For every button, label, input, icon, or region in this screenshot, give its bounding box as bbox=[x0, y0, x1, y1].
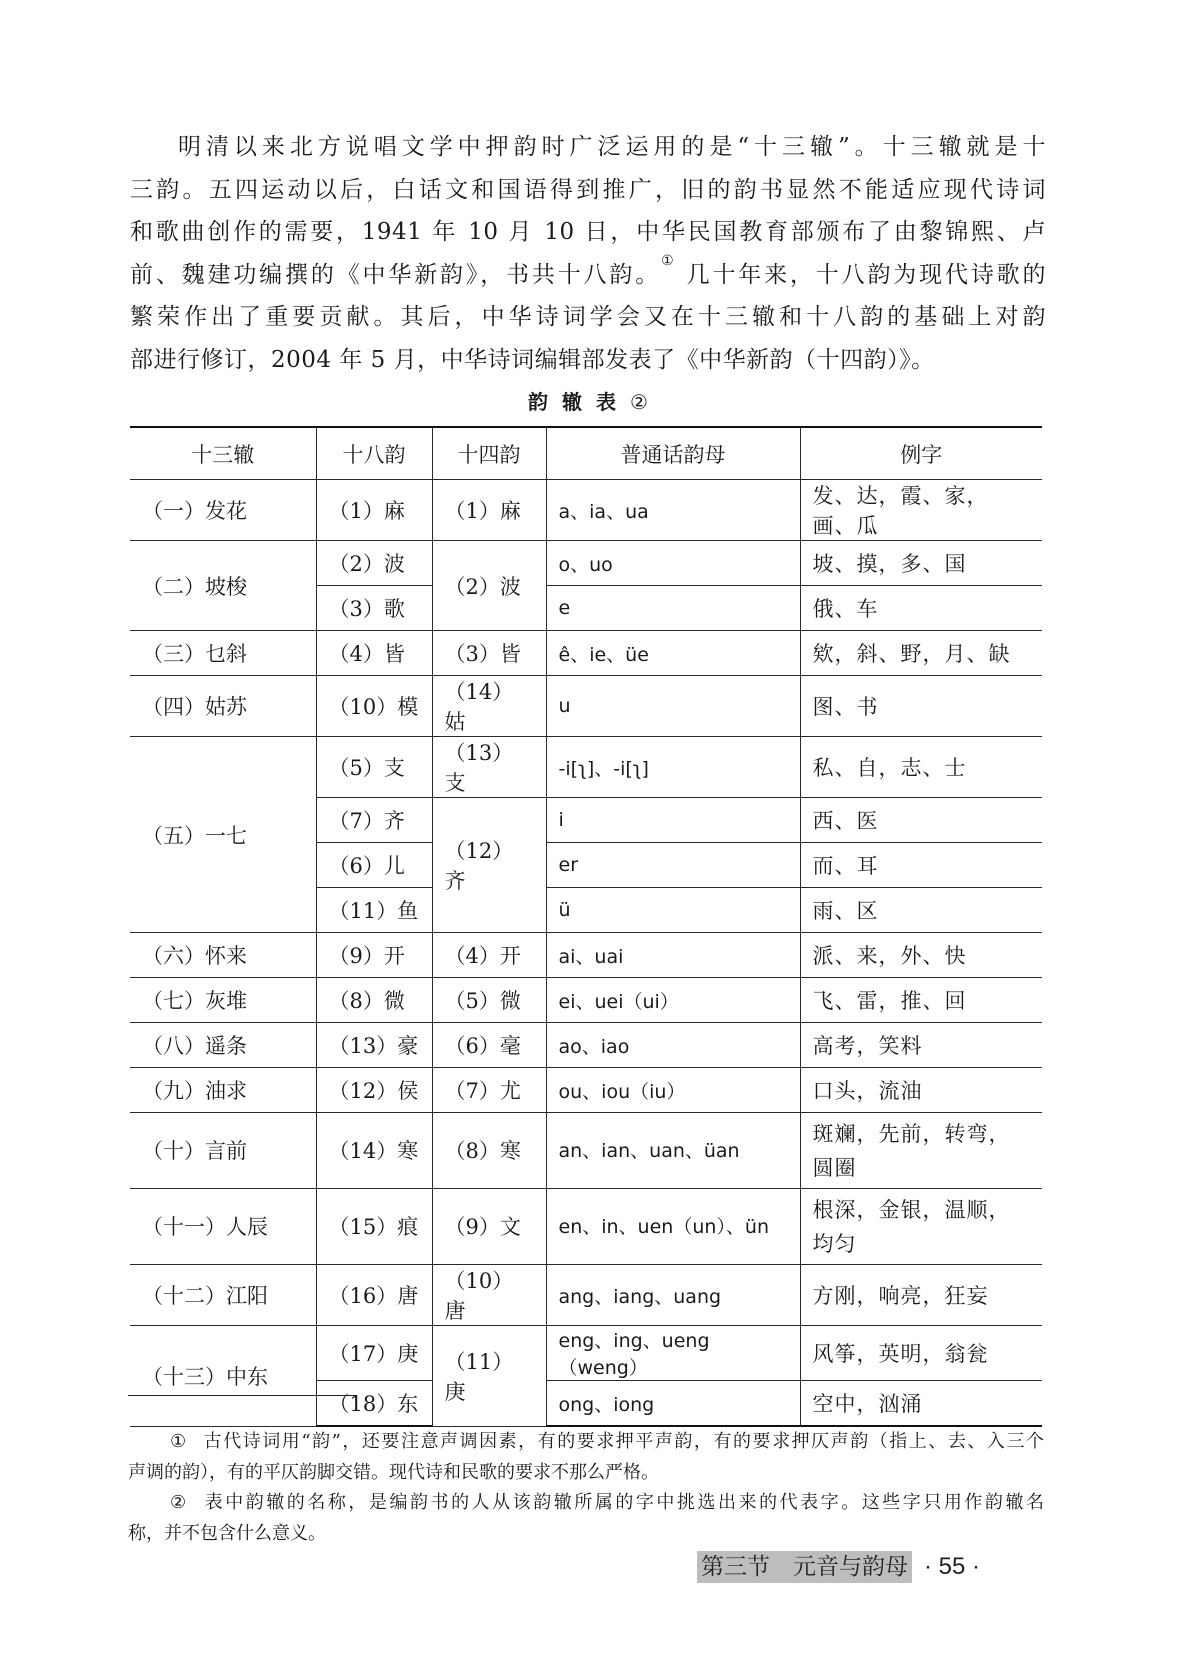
footnote-ref-1[interactable]: ① bbox=[661, 252, 677, 269]
table-caption bbox=[0, 386, 1176, 415]
cell-example-chars: 欸，斜、野，月、缺 bbox=[800, 631, 1042, 676]
cell-shiba-yun: （1）麻 bbox=[316, 480, 432, 541]
body-line-with-footnote bbox=[130, 254, 1046, 297]
footnote-divider bbox=[128, 1395, 357, 1396]
cell-shisan-zhe: （一）发花 bbox=[130, 480, 316, 541]
page-footer bbox=[697, 1550, 980, 1584]
cell-shiba-yun: （9）开 bbox=[316, 933, 432, 978]
cell-shisi-yun: （14）姑 bbox=[432, 676, 546, 737]
cell-shiba-yun: （5）支 bbox=[316, 737, 432, 798]
table-row bbox=[130, 1189, 1042, 1265]
table-row bbox=[130, 541, 1042, 586]
table-header-row bbox=[130, 427, 1042, 480]
cell-shisi-yun: （2）波 bbox=[432, 541, 546, 631]
column-header: 十四韵 bbox=[432, 427, 546, 480]
cell-example-chars: 雨、区 bbox=[800, 888, 1042, 933]
cell-example-chars: 私、自，志、士 bbox=[800, 737, 1042, 798]
body-paragraph bbox=[130, 126, 1046, 381]
table-row bbox=[130, 1068, 1042, 1113]
cell-shiba-yun: （11）鱼 bbox=[316, 888, 432, 933]
cell-example-chars: 根深，金银，温顺，均匀 bbox=[800, 1189, 1042, 1265]
cell-yunmu: a、ia、ua bbox=[546, 480, 800, 541]
cell-shisi-yun: （5）微 bbox=[432, 978, 546, 1023]
cell-shisan-zhe: （七）灰堆 bbox=[130, 978, 316, 1023]
cell-shisan-zhe: （三）乜斜 bbox=[130, 631, 316, 676]
rhyme-table bbox=[130, 426, 1042, 1427]
cell-shisan-zhe: （十一）人辰 bbox=[130, 1189, 316, 1265]
cell-shiba-yun: （16）唐 bbox=[316, 1265, 432, 1326]
cell-example-chars: 图、书 bbox=[800, 676, 1042, 737]
cell-shisi-yun: （6）毫 bbox=[432, 1023, 546, 1068]
cell-shisi-yun: （1）麻 bbox=[432, 480, 546, 541]
cell-shisi-yun: （8）寒 bbox=[432, 1113, 546, 1189]
footnote-2-line bbox=[128, 1488, 1044, 1519]
footnote-1-text: 古代诗词用“韵”，还要注意声调因素，有的要求押平声韵，有的要求押仄声韵（指上、去、入三个 bbox=[203, 1431, 1044, 1452]
footnote-1-line bbox=[128, 1427, 1044, 1458]
cell-example-chars: 风筝，英明，翁瓮 bbox=[800, 1326, 1042, 1381]
cell-yunmu: ê、ie、üe bbox=[546, 631, 800, 676]
cell-shisan-zhe: （十三）中东 bbox=[130, 1326, 316, 1427]
column-header: 普通话韵母 bbox=[546, 427, 800, 480]
cell-yunmu: eng、ing、ueng（weng） bbox=[546, 1326, 800, 1381]
table-row bbox=[130, 1113, 1042, 1189]
cell-example-chars: 发、达，霞、家，画、瓜 bbox=[800, 480, 1042, 541]
footnote-2-line: 称，并不包含什么意义。 bbox=[128, 1522, 326, 1544]
cell-example-chars: 高考，笑料 bbox=[800, 1023, 1042, 1068]
footnote-2-mark: ② bbox=[170, 1492, 189, 1513]
cell-yunmu: ei、uei（ui） bbox=[546, 978, 800, 1023]
cell-example-chars: 空中，汹涌 bbox=[800, 1381, 1042, 1427]
footnote-1-mark: ① bbox=[170, 1431, 188, 1452]
cell-yunmu: u bbox=[546, 676, 800, 737]
table-caption-text: 韵辙表 bbox=[528, 390, 631, 414]
body-line: 部进行修订，2004 年 5 月，中华诗词编辑部发表了《中华新韵（十四韵）》。 bbox=[130, 346, 935, 373]
cell-shisi-yun: （13）支 bbox=[432, 737, 546, 798]
cell-shiba-yun: （7）齐 bbox=[316, 798, 432, 843]
body-line: 三韵。五四运动以后，白话文和国语得到推广，旧的韵书显然不能适应现代诗词 bbox=[130, 176, 1046, 203]
table-row bbox=[130, 1023, 1042, 1068]
table-row bbox=[130, 631, 1042, 676]
cell-shiba-yun: （3）歌 bbox=[316, 586, 432, 631]
cell-shisan-zhe: （十二）江阳 bbox=[130, 1265, 316, 1326]
cell-yunmu: i bbox=[546, 798, 800, 843]
column-header: 十三辙 bbox=[130, 427, 316, 480]
body-line: 和歌曲创作的需要，1941 年 10 月 10 日，中华民国教育部颁布了由黎锦熙、卢 bbox=[130, 219, 1046, 245]
column-header: 十八韵 bbox=[316, 427, 432, 480]
body-line-tail: 几十年来，十八韵为现代诗歌的 bbox=[676, 261, 1046, 288]
cell-shisi-yun: （4）开 bbox=[432, 933, 546, 978]
cell-yunmu: ang、iang、uang bbox=[546, 1265, 800, 1326]
table-row bbox=[130, 480, 1042, 541]
cell-yunmu: e bbox=[546, 586, 800, 631]
table-row bbox=[130, 1265, 1042, 1326]
cell-yunmu: en、in、uen（un）、ün bbox=[546, 1189, 800, 1265]
cell-shisan-zhe: （六）怀来 bbox=[130, 933, 316, 978]
cell-yunmu: ai、uai bbox=[546, 933, 800, 978]
footnotes bbox=[128, 1427, 1044, 1549]
body-line-head: 前、魏建功编撰的《中华新韵》，书共十八韵。 bbox=[130, 261, 662, 288]
cell-shiba-yun: （15）痕 bbox=[316, 1189, 432, 1265]
cell-example-chars: 口头，流油 bbox=[800, 1068, 1042, 1113]
body-line: 明清以来北方说唱文学中押韵时广泛运用的是“十三辙”。十三辙就是十 bbox=[178, 134, 1046, 160]
cell-shiba-yun: （18）东 bbox=[316, 1381, 432, 1427]
cell-yunmu: ao、iao bbox=[546, 1023, 800, 1068]
cell-yunmu: an、ian、uan、üan bbox=[546, 1113, 800, 1189]
cell-shisan-zhe: （十）言前 bbox=[130, 1113, 316, 1189]
table-row bbox=[130, 676, 1042, 737]
cell-shisi-yun: （11）庚 bbox=[432, 1326, 546, 1427]
cell-yunmu: -i[ʅ]、-i[ʅ] bbox=[546, 737, 800, 798]
cell-example-chars: 西、医 bbox=[800, 798, 1042, 843]
cell-example-chars: 派、来，外、快 bbox=[800, 933, 1042, 978]
cell-shiba-yun: （8）微 bbox=[316, 978, 432, 1023]
cell-yunmu: ou、iou（iu） bbox=[546, 1068, 800, 1113]
page-number: · 55 · bbox=[924, 1553, 981, 1580]
table-body bbox=[130, 480, 1042, 1427]
cell-shiba-yun: （4）皆 bbox=[316, 631, 432, 676]
cell-shisi-yun: （9）文 bbox=[432, 1189, 546, 1265]
cell-shisan-zhe: （四）姑苏 bbox=[130, 676, 316, 737]
cell-shisan-zhe: （二）坡梭 bbox=[130, 541, 316, 631]
cell-example-chars: 飞、雷，推、回 bbox=[800, 978, 1042, 1023]
cell-shisan-zhe: （五）一七 bbox=[130, 737, 316, 933]
cell-shiba-yun: （2）波 bbox=[316, 541, 432, 586]
cell-shiba-yun: （14）寒 bbox=[316, 1113, 432, 1189]
cell-yunmu: o、uo bbox=[546, 541, 800, 586]
cell-example-chars: 俄、车 bbox=[800, 586, 1042, 631]
table-row bbox=[130, 978, 1042, 1023]
footnote-1-line: 声调的韵），有的平仄韵脚交错。现代诗和民歌的要求不那么严格。 bbox=[128, 1461, 659, 1483]
footnote-ref-2[interactable]: ② bbox=[630, 390, 648, 414]
cell-example-chars: 而、耳 bbox=[800, 843, 1042, 888]
running-footer-section: 第三节 元音与韵母 bbox=[697, 1551, 912, 1583]
cell-shisi-yun: （10）唐 bbox=[432, 1265, 546, 1326]
cell-yunmu: er bbox=[546, 843, 800, 888]
cell-shisi-yun: （7）尤 bbox=[432, 1068, 546, 1113]
cell-example-chars: 斑斓，先前，转弯，圆圈 bbox=[800, 1113, 1042, 1189]
cell-example-chars: 坡、摸，多、国 bbox=[800, 541, 1042, 586]
cell-shiba-yun: （17）庚 bbox=[316, 1326, 432, 1381]
cell-shiba-yun: （12）侯 bbox=[316, 1068, 432, 1113]
cell-shisan-zhe: （八）遥条 bbox=[130, 1023, 316, 1068]
body-line: 繁荣作出了重要贡献。其后，中华诗词学会又在十三辙和十八韵的基础上对韵 bbox=[130, 304, 1046, 330]
cell-shisan-zhe: （九）油求 bbox=[130, 1068, 316, 1113]
footnote-2-text: 表中韵辙的名称，是编韵书的人从该韵辙所属的字中挑选出来的代表字。这些字只用作韵辙名 bbox=[204, 1492, 1044, 1513]
cell-yunmu: ü bbox=[546, 888, 800, 933]
cell-yunmu: ong、iong bbox=[546, 1381, 800, 1427]
cell-shiba-yun: （13）豪 bbox=[316, 1023, 432, 1068]
cell-shiba-yun: （10）模 bbox=[316, 676, 432, 737]
column-header: 例字 bbox=[800, 427, 1042, 480]
cell-shiba-yun: （6）儿 bbox=[316, 843, 432, 888]
cell-shisi-yun: （3）皆 bbox=[432, 631, 546, 676]
table-row bbox=[130, 1326, 1042, 1381]
table-row bbox=[130, 737, 1042, 798]
cell-example-chars: 方刚，响亮，狂妄 bbox=[800, 1265, 1042, 1326]
table-row bbox=[130, 933, 1042, 978]
cell-shisi-yun: （12）齐 bbox=[432, 798, 546, 933]
